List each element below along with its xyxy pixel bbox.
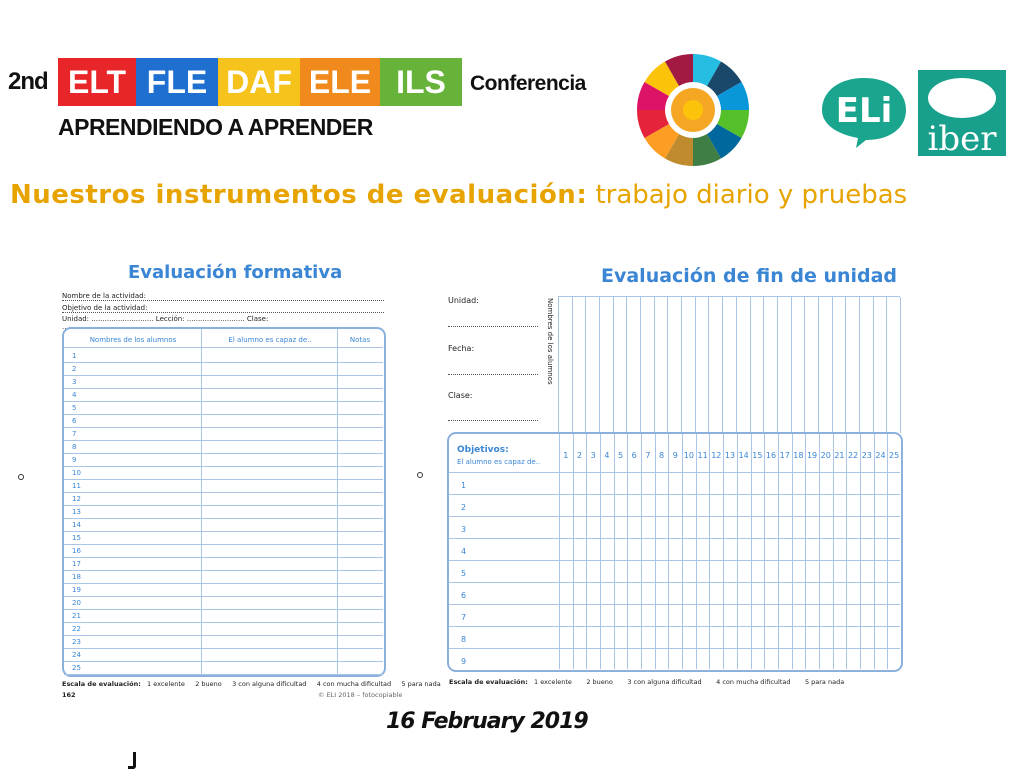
column-line <box>627 434 628 669</box>
column-number: 15 <box>752 451 763 460</box>
row-number: 4 <box>72 391 77 399</box>
row-divider <box>449 604 900 605</box>
tag-ils: ILS <box>380 58 462 106</box>
row-number: 7 <box>72 430 77 438</box>
row-divider <box>64 648 383 649</box>
names-column-line <box>558 297 559 433</box>
names-column-line <box>763 297 764 433</box>
row-divider <box>64 596 383 597</box>
row-number: 3 <box>72 378 77 386</box>
column-line <box>819 434 820 669</box>
column-line <box>614 434 615 669</box>
column-number: 14 <box>738 451 749 460</box>
row-divider <box>64 492 383 493</box>
row-divider <box>64 466 383 467</box>
row-divider <box>64 635 383 636</box>
names-column-line <box>818 297 819 433</box>
edition-label: 2nd <box>8 68 48 95</box>
row-number: 23 <box>72 638 81 646</box>
slide-headline <box>10 180 907 210</box>
column-number: 12 <box>711 451 722 460</box>
row-divider <box>449 648 900 649</box>
column-number: 13 <box>724 451 736 460</box>
row-divider <box>64 414 383 415</box>
names-column-line <box>750 297 751 433</box>
formativa-activity-name: Nombre de la actividad: <box>62 292 384 301</box>
headline-bold: Nuestros instrumentos de evaluación: <box>10 180 588 210</box>
column-line <box>696 434 697 669</box>
names-column-line <box>873 297 874 433</box>
column-number: 17 <box>779 451 790 460</box>
row-divider <box>449 582 900 583</box>
names-column-line <box>585 297 586 433</box>
column-number: 16 <box>765 451 777 460</box>
objective-row-number: 9 <box>461 657 467 666</box>
column-number: 10 <box>683 451 695 460</box>
svg-text:iber: iber <box>927 119 997 156</box>
objective-row-number: 5 <box>461 569 467 578</box>
objective-row-number: 7 <box>461 613 467 622</box>
tag-fle: FLE <box>136 58 218 106</box>
row-divider <box>64 570 383 571</box>
corner-mark <box>128 752 136 769</box>
slide-bullet <box>417 472 423 478</box>
column-line <box>887 434 888 669</box>
row-divider <box>64 661 383 662</box>
column-number: 5 <box>618 451 624 460</box>
row-number: 15 <box>72 534 81 542</box>
row-number: 21 <box>72 612 81 620</box>
column-number: 7 <box>645 451 651 460</box>
row-divider <box>449 494 900 495</box>
column-line <box>573 434 574 669</box>
row-divider <box>64 544 383 545</box>
formativa-copyright: © ELI 2018 – fotocopiable <box>318 691 403 699</box>
iber-logo <box>918 70 1006 156</box>
row-divider <box>449 538 900 539</box>
svg-text:ELi: ELi <box>835 91 893 131</box>
sdg-wheel-logo <box>632 52 754 168</box>
footer-date: 16 February 2019 <box>386 709 588 734</box>
objective-row-number: 1 <box>461 481 467 490</box>
names-column-line <box>572 297 573 433</box>
column-number: 3 <box>590 451 596 460</box>
row-divider <box>449 560 900 561</box>
column-number: 1 <box>563 451 569 460</box>
row-number: 9 <box>72 456 77 464</box>
names-column-line <box>859 297 860 433</box>
row-number: 12 <box>72 495 81 503</box>
names-column-line <box>599 297 600 433</box>
column-number: 6 <box>631 451 637 460</box>
row-number: 16 <box>72 547 81 555</box>
formativa-activity-goal: Objetivo de la actividad: <box>62 304 384 313</box>
objective-row-number: 3 <box>461 525 467 534</box>
column-number: 9 <box>672 451 678 460</box>
row-divider <box>64 479 383 480</box>
names-column-line <box>708 297 709 433</box>
tag-elt: ELT <box>58 58 136 106</box>
column-number: 19 <box>806 451 818 460</box>
column-line <box>668 434 669 669</box>
finunidad-names-label: Nombres de los alumnos <box>546 298 554 385</box>
objective-row-number: 4 <box>461 547 467 556</box>
column-number: 25 <box>889 451 900 460</box>
row-number: 11 <box>72 482 81 490</box>
names-column-line <box>654 297 655 433</box>
row-number: 18 <box>72 573 81 581</box>
row-divider <box>64 622 383 623</box>
column-line <box>600 434 601 669</box>
names-column-line <box>640 297 641 433</box>
eli-logo <box>818 74 910 150</box>
row-number: 14 <box>72 521 81 529</box>
names-column-line <box>681 297 682 433</box>
slide-bullet <box>18 474 24 480</box>
column-number: 11 <box>697 451 708 460</box>
row-number: 25 <box>72 664 81 672</box>
formativa-page-number: 162 <box>62 691 76 699</box>
column-line <box>709 434 710 669</box>
column-line <box>641 434 642 669</box>
objective-row-number: 8 <box>461 635 467 644</box>
conference-label: Conferencia <box>470 72 586 95</box>
column-line <box>778 434 779 669</box>
formativa-title: Evaluación formativa <box>128 262 343 283</box>
column-number: 2 <box>576 451 583 460</box>
names-column-line <box>695 297 696 433</box>
finunidad-class: Clase: <box>448 391 473 400</box>
names-column-line <box>626 297 627 433</box>
row-divider <box>64 440 383 441</box>
column-number: 8 <box>659 451 665 460</box>
row-number: 19 <box>72 586 81 594</box>
column-number: 24 <box>875 451 886 460</box>
finunidad-class-line <box>448 420 538 421</box>
names-column-line <box>832 297 833 433</box>
header-divider <box>64 347 383 348</box>
row-divider <box>64 531 383 532</box>
row-number: 10 <box>72 469 81 477</box>
row-divider <box>449 626 900 627</box>
column-line <box>764 434 765 669</box>
column-number: 4 <box>604 451 610 460</box>
finunidad-date: Fecha: <box>448 344 475 353</box>
row-number: 13 <box>72 508 81 516</box>
column-line <box>723 434 724 669</box>
col-header-notas: Notas <box>349 336 371 344</box>
row-divider <box>64 427 383 428</box>
tag-daf: DAF <box>218 58 300 106</box>
row-divider <box>64 557 383 558</box>
column-line <box>860 434 861 669</box>
finunidad-title: Evaluación de fin de unidad <box>601 265 898 287</box>
row-number: 24 <box>72 651 81 659</box>
row-number: 22 <box>72 625 81 633</box>
row-divider <box>64 375 383 376</box>
conference-subtitle: APRENDIENDO A APRENDER <box>58 114 373 140</box>
column-number: 23 <box>861 451 872 460</box>
column-number: 20 <box>820 451 831 460</box>
row-divider <box>64 505 383 506</box>
row-divider <box>64 583 383 584</box>
names-column-line <box>722 297 723 433</box>
row-divider <box>64 401 383 402</box>
names-column-line <box>900 297 901 433</box>
objective-row-number: 6 <box>461 591 467 600</box>
names-column-line <box>667 297 668 433</box>
row-divider <box>64 609 383 610</box>
row-number: 5 <box>72 404 77 412</box>
finunidad-table <box>447 432 903 672</box>
row-divider <box>449 516 900 517</box>
row-divider <box>64 388 383 389</box>
row-number: 2 <box>72 365 77 373</box>
conference-tags <box>58 58 462 106</box>
column-line <box>805 434 806 669</box>
names-column-line <box>791 297 792 433</box>
row-number: 17 <box>72 560 81 568</box>
finunidad-date-line <box>448 374 538 375</box>
row-number: 1 <box>72 352 77 360</box>
formativa-unit-line: Unidad: ............................ Lección: .......................... Clase: ............................................................. <box>62 315 269 331</box>
column-line <box>586 434 587 669</box>
column-line <box>655 434 656 669</box>
formativa-scale: Escala de evaluación: 1 excelente 2 bueno 3 con alguna dificultad 4 con mucha dificultad 5 para nada <box>62 680 441 688</box>
column-line <box>559 434 560 669</box>
row-divider <box>64 453 383 454</box>
finunidad-scale: Escala de evaluación: 1 excelente 2 bueno 3 con alguna dificultad 4 con mucha dificultad 5 para nada <box>449 678 845 686</box>
names-column-line <box>886 297 887 433</box>
column-line <box>846 434 847 669</box>
formativa-table <box>62 327 386 677</box>
headline-rest: trabajo diario y pruebas <box>587 180 908 210</box>
row-divider <box>64 362 383 363</box>
row-number: 20 <box>72 599 81 607</box>
column-number: 22 <box>848 451 859 460</box>
objectives-heading: Objetivos: <box>457 445 509 455</box>
names-column-line <box>804 297 805 433</box>
col-header-names: Nombres de los alumnos <box>89 336 177 344</box>
names-column-line <box>736 297 737 433</box>
column-number: 21 <box>834 451 845 460</box>
objectives-subheading: El alumno es capaz de.. <box>457 458 541 466</box>
column-line <box>874 434 875 669</box>
tag-ele: ELE <box>300 58 380 106</box>
column-line <box>833 434 834 669</box>
column-line <box>737 434 738 669</box>
names-column-line <box>777 297 778 433</box>
row-number: 8 <box>72 443 77 451</box>
names-grid <box>558 296 900 433</box>
finunidad-unit: Unidad: <box>448 296 479 305</box>
column-line <box>792 434 793 669</box>
column-number: 18 <box>793 451 804 460</box>
column-line <box>751 434 752 669</box>
names-column-line <box>845 297 846 433</box>
objective-row-number: 2 <box>461 503 467 512</box>
column-line <box>682 434 683 669</box>
row-number: 6 <box>72 417 77 425</box>
row-divider <box>64 674 383 675</box>
row-divider <box>64 518 383 519</box>
finunidad-unit-line <box>448 326 538 327</box>
names-column-line <box>613 297 614 433</box>
col-header-capaz: El alumno es capaz de.. <box>228 336 312 344</box>
